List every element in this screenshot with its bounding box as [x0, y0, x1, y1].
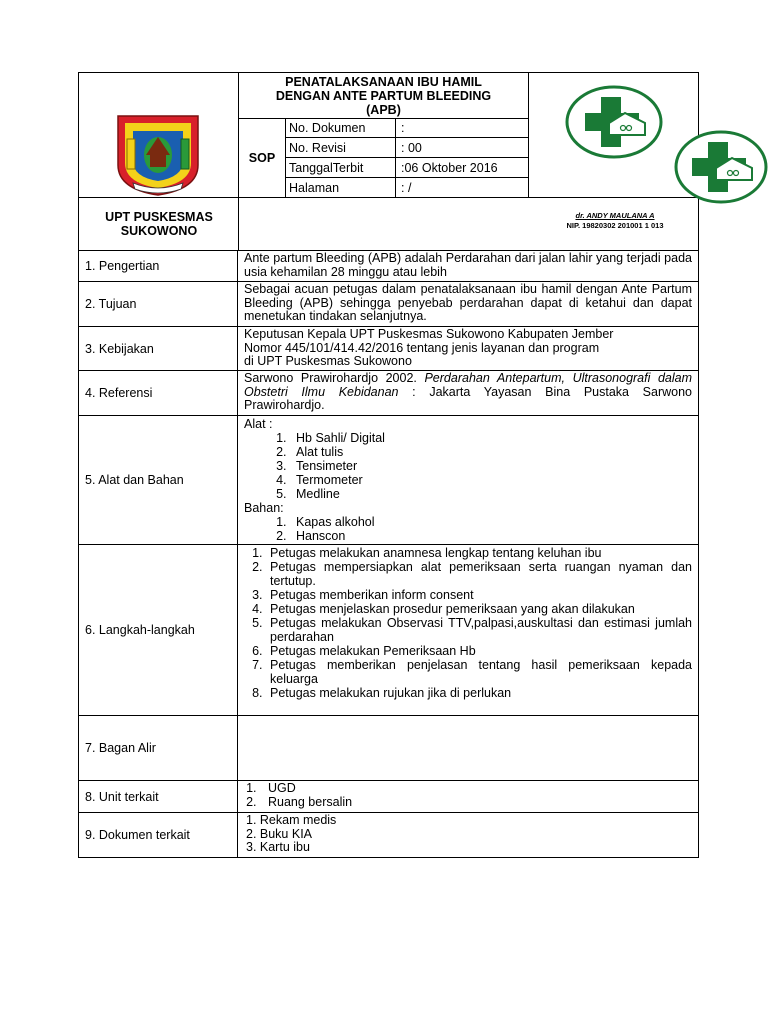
title-line-1: PENATALAKSANAAN IBU HAMIL	[285, 75, 482, 89]
green-cross-house-icon-2	[674, 130, 768, 204]
row-label: 7. Bagan Alir	[79, 716, 238, 780]
kebijakan-line-3: di UPT Puskesmas Sukowono	[244, 354, 412, 368]
list-item: 3. Kartu ibu	[246, 840, 310, 854]
alat-title: Alat :	[244, 417, 273, 431]
list-item: 6. Petugas melakukan Pemeriksaan Hb	[266, 644, 692, 658]
list-item: 4. Petugas menjelaskan prosedur pemeriksaan yang akan dilakukan	[266, 602, 692, 616]
row-content	[238, 282, 698, 326]
sop-header	[79, 73, 698, 251]
row-label: 8. Unit terkait	[79, 781, 238, 812]
bahan-title: Bahan:	[244, 501, 284, 515]
signatory	[531, 211, 699, 231]
list-item: 1. Rekam medis	[246, 813, 337, 827]
referensi-publisher: : Jakarta Yayasan Bina Pustaka Sarwono Prawirohardjo.	[244, 384, 692, 412]
row-content	[238, 327, 698, 370]
row-label: 4. Referensi	[79, 371, 238, 415]
row-label: 6. Langkah-langkah	[79, 545, 238, 715]
sop-label: SOP	[248, 151, 276, 165]
unit-list	[240, 782, 692, 809]
meta-key: TanggalTerbit	[289, 160, 364, 175]
meta-halaman	[285, 178, 528, 198]
list-item: 5. Petugas melakukan Observasi TTV,palpasi,auskultasi dan estimasi jumlah perdarahan	[266, 616, 692, 644]
list-item: 2. Ruang bersalin	[260, 796, 692, 810]
list-item: 1. Hb Sahli/ Digital	[290, 431, 692, 445]
list-item: 2. Alat tulis	[290, 445, 692, 459]
list-item: 3. Petugas memberikan inform consent	[266, 588, 692, 602]
org-line-2: SUKOWONO	[120, 224, 198, 238]
list-item: 1. Petugas melakukan anamnesa lengkap tentang keluhan ibu	[266, 546, 692, 560]
title-line-2: DENGAN ANTE PARTUM BLEEDING	[275, 89, 492, 103]
row-label: 9. Dokumen terkait	[79, 813, 238, 857]
list-item: 3. Tensimeter	[290, 459, 692, 473]
meta-key: No. Revisi	[289, 140, 346, 155]
row-content	[238, 371, 698, 415]
row-dokumen-terkait	[79, 813, 698, 857]
row-content	[238, 416, 698, 544]
row-content	[238, 813, 698, 857]
list-item: 1. Kapas alkohol	[290, 515, 692, 529]
row-langkah	[79, 545, 698, 716]
pengertian-text: Ante partum Bleeding (APB) adalah Perdarahan dari jalan lahir yang terjadi pada usia kehamilan 28 minggu atau lebih	[244, 251, 692, 279]
meta-tanggal-terbit	[285, 158, 528, 178]
kebijakan-line-2: Nomor 445/101/414.42/2016 tentang jenis layanan dan program	[244, 340, 600, 355]
organization-name	[79, 198, 239, 250]
title-line-3: (APB)	[366, 103, 401, 117]
row-content	[238, 251, 698, 281]
row-label: 5. Alat dan Bahan	[79, 416, 238, 544]
row-pengertian	[79, 251, 698, 282]
green-cross-house-icon	[565, 85, 663, 159]
row-referensi	[79, 371, 698, 416]
meta-value: :	[401, 120, 405, 135]
referensi-book: Perdarahan Antepartum, Ultrasonografi dalam Obstetri Ilmu Kebidanan	[244, 371, 693, 399]
list-item: 1. UGD	[260, 782, 692, 796]
list-item: 2. Hanscon	[290, 529, 692, 543]
org-line-1: UPT PUSKESMAS	[105, 210, 213, 224]
alat-list	[244, 431, 692, 501]
referensi-author: Sarwono Prawirohardjo 2002.	[244, 371, 425, 385]
row-kebijakan	[79, 327, 698, 371]
row-label: 3. Kebijakan	[79, 327, 238, 370]
row-bagan-alir	[79, 716, 698, 781]
meta-key: Halaman	[289, 180, 340, 195]
meta-no-revisi	[285, 138, 528, 158]
row-tujuan	[79, 282, 698, 327]
sop-document	[78, 72, 699, 858]
meta-value: : 00	[401, 140, 422, 155]
langkah-list	[240, 546, 692, 700]
list-item: 5. Medline	[290, 487, 692, 501]
bahan-list	[244, 515, 692, 543]
list-item: 8. Petugas melakukan rujukan jika di perlukan	[266, 686, 692, 700]
row-label: 1. Pengertian	[79, 251, 238, 281]
list-item: 2. Petugas mempersiapkan alat pemeriksaan serta ruangan nyaman dan tertutup.	[266, 560, 692, 588]
row-alat-bahan	[79, 416, 698, 545]
meta-no-dokumen	[285, 118, 528, 138]
meta-value: :06 Oktober 2016	[401, 160, 498, 175]
row-content	[238, 545, 698, 715]
list-item: 7. Petugas memberikan penjelasan tentang hasil pemeriksaan kepada keluarga	[266, 658, 692, 686]
meta-key: No. Dokumen	[289, 120, 366, 135]
signatory-nip: NIP. 19820302 201001 1 013	[566, 221, 664, 230]
row-unit-terkait	[79, 781, 698, 813]
row-content	[238, 781, 698, 812]
signatory-name: dr. ANDY MAULANA A	[575, 211, 655, 220]
tujuan-text: Sebagai acuan petugas dalam penatalaksanaan ibu hamil dengan Ante Partum Bleeding (APB) sehingga penyebab perdarahan dapat di ketahui dan dapat menetukan tindakan selanjutnya.	[244, 282, 692, 323]
list-item: 4. Termometer	[290, 473, 692, 487]
sop-title	[239, 75, 528, 117]
kebijakan-line-1: Keputusan Kepala UPT Puskesmas Sukowono Kabupaten Jember	[244, 327, 614, 341]
row-label: 2. Tujuan	[79, 282, 238, 326]
regency-emblem-icon	[115, 113, 201, 197]
row-content	[238, 716, 698, 780]
meta-value: : /	[401, 180, 412, 195]
list-item: 2. Buku KIA	[246, 826, 313, 841]
